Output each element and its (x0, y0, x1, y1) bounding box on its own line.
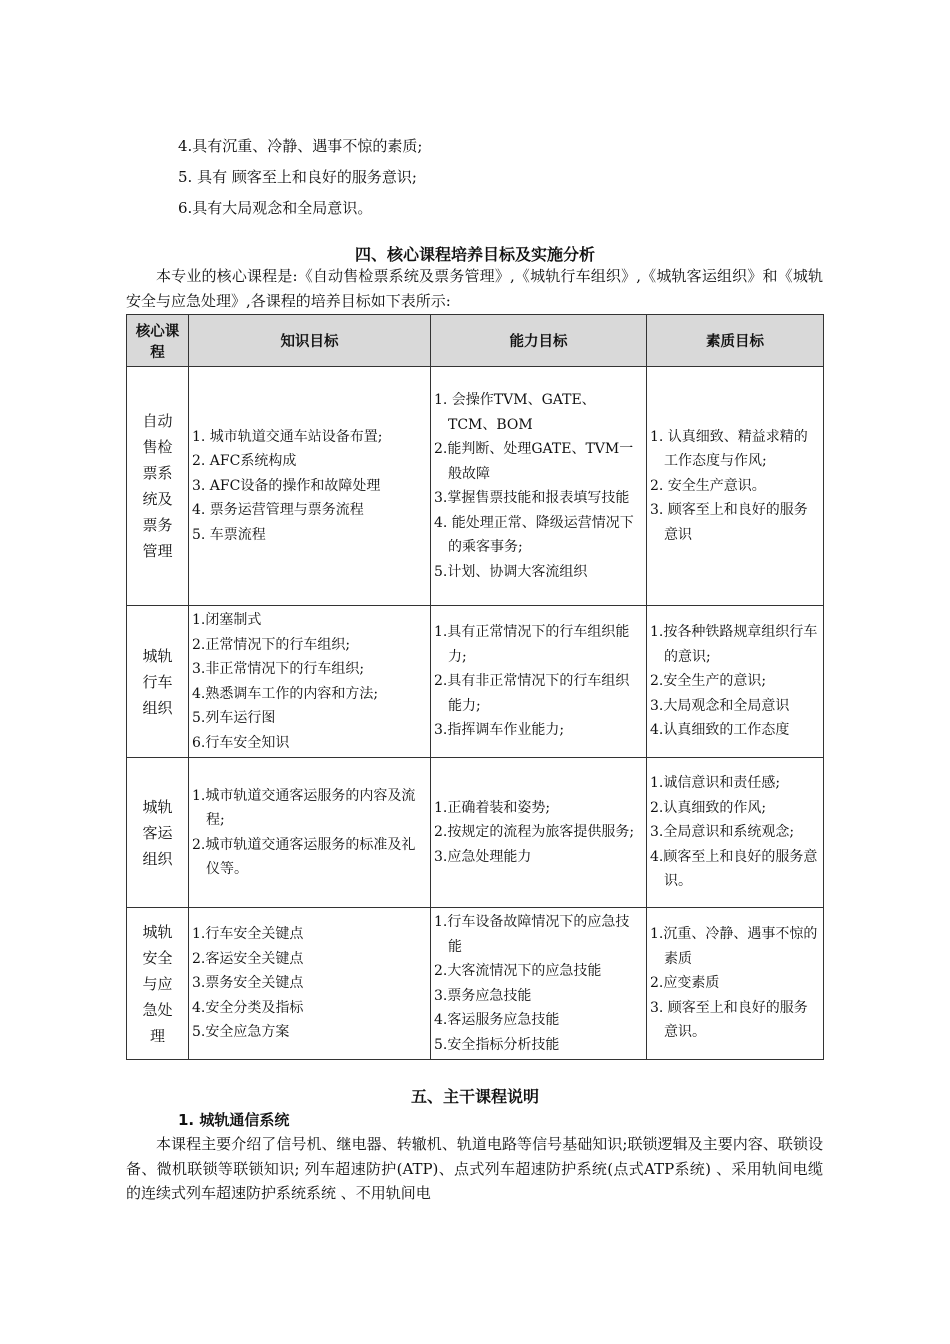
table-row (127, 606, 824, 758)
quality-goals (647, 367, 824, 606)
ability-item: 1. 会操作TVM、GATE、TCM、BOM (434, 392, 596, 433)
knowledge-goals (189, 758, 431, 908)
section-5-paragraph: 本课程主要介绍了信号机、继电器、转辙机、轨道电路等信号基础知识;联锁逻辑及主要内容、联锁设备、微机联锁等联锁知识; 列车超速防护(ATP)、点式列车超速防护系统(点式ATP系统) 、采用轨间电缆的连续式列车超速防护系统系统 、不用轨间电 (126, 1135, 823, 1202)
ability-item: 3.应急处理能力 (434, 848, 532, 865)
quality-item: 2. 安全生产意识。 (650, 477, 766, 494)
quality-item: 2.安全生产的意识; (650, 673, 767, 690)
knowledge-goals (189, 908, 431, 1060)
quality-item: 1.沉重、冷静、遇事不惊的素质 (650, 926, 818, 967)
section-4-title: 四、核心课程培养目标及实施分析 (354, 245, 595, 264)
quality-item: 3.大局观念和全局意识 (650, 697, 790, 714)
ability-item: 1.具有正常情况下的行车组织能力; (434, 624, 630, 665)
course-name: 城轨客运组织 (127, 758, 189, 908)
knowledge-item: 1. 城市轨道交通车站设备布置; (192, 428, 383, 445)
quality-item: 4.认真细致的工作态度 (650, 722, 790, 739)
knowledge-item: 4.熟悉调车工作的内容和方法; (192, 685, 379, 702)
quality-item: 3.全局意识和系统观念; (650, 824, 795, 841)
intro-item-5: 5. 具有 顾客至上和良好的服务意识; (178, 168, 417, 186)
ability-item: 2.具有非正常情况下的行车组织能力; (434, 673, 630, 714)
quality-goals (647, 758, 824, 908)
ability-item: 2.能判断、处理GATE、TVM一般故障 (434, 441, 634, 482)
ability-item: 5.安全指标分析技能 (434, 1036, 560, 1053)
section-5-title: 五、主干课程说明 (410, 1087, 539, 1106)
course-name: 城轨安全与应急处理 (127, 908, 189, 1060)
knowledge-item: 4.安全分类及指标 (192, 999, 304, 1016)
knowledge-item: 5.安全应急方案 (192, 1024, 290, 1041)
table-row (127, 367, 824, 606)
ability-item: 5.计划、协调大客流组织 (434, 563, 588, 580)
ability-goals (431, 367, 647, 606)
quality-item: 2.认真细致的作风; (650, 799, 767, 816)
quality-item: 3. 顾客至上和良好的服务意识 (650, 502, 808, 543)
ability-item: 3.指挥调车作业能力; (434, 722, 565, 739)
quality-item: 2.应变素质 (650, 975, 720, 992)
knowledge-item: 6.行车安全知识 (192, 734, 290, 751)
knowledge-item: 1.城市轨道交通客运服务的内容及流程; (192, 787, 416, 828)
ability-item: 3.票务应急技能 (434, 987, 532, 1004)
section-4-paragraph: 本专业的核心课程是:《自动售检票系统及票务管理》,《城轨行车组织》,《城轨客运组织》和《城轨安全与应急处理》,各课程的培养目标如下表所示: (126, 267, 823, 310)
knowledge-goals (189, 367, 431, 606)
quality-item: 1. 认真细致、精益求精的工作态度与作风; (650, 428, 808, 470)
ability-goals (431, 908, 647, 1060)
knowledge-goals (189, 606, 431, 758)
ability-item: 4.客运服务应急技能 (434, 1012, 560, 1028)
header-quality: 素质目标 (647, 315, 824, 367)
ability-item: 2.大客流情况下的应急技能 (434, 963, 602, 979)
knowledge-item: 1.行车安全关键点 (192, 926, 304, 943)
ability-item: 3.掌握售票技能和报表填写技能 (434, 490, 630, 506)
header-ability: 能力目标 (431, 315, 647, 367)
section-5-subtitle: 1. 城轨通信系统 (178, 1111, 290, 1129)
ability-item: 2.按规定的流程为旅客提供服务; (434, 824, 635, 841)
table-header-row (127, 315, 824, 367)
header-course: 核心课程 (127, 315, 189, 367)
knowledge-item: 3.票务安全关键点 (192, 975, 304, 992)
knowledge-item: 2. AFC系统构成 (192, 453, 297, 470)
knowledge-item: 3.非正常情况下的行车组织; (192, 661, 365, 677)
knowledge-item: 2.城市轨道交通客运服务的标准及礼仪等。 (192, 836, 416, 877)
header-knowledge: 知识目标 (189, 315, 431, 367)
quality-goals (647, 606, 824, 758)
knowledge-item: 2.客运安全关键点 (192, 950, 304, 967)
knowledge-item: 1.闭塞制式 (192, 612, 262, 628)
quality-item: 1.诚信意识和责任感; (650, 775, 781, 792)
ability-item: 1.行车设备故障情况下的应急技能 (434, 914, 630, 955)
quality-item: 3. 顾客至上和良好的服务意识。 (650, 999, 808, 1041)
ability-goals (431, 758, 647, 908)
knowledge-item: 5. 车票流程 (192, 526, 266, 543)
core-course-goals-table (126, 314, 824, 1060)
knowledge-item: 2.正常情况下的行车组织; (192, 636, 351, 653)
ability-item: 4. 能处理正常、降级运营情况下的乘客事务; (434, 514, 634, 555)
course-name: 城轨行车组织 (127, 606, 189, 758)
quality-goals (647, 908, 824, 1060)
intro-item-4: 4.具有沉重、冷静、遇事不惊的素质; (178, 137, 423, 155)
table-row (127, 908, 824, 1060)
knowledge-item: 3. AFC设备的操作和故障处理 (192, 477, 381, 494)
course-name: 自动售检票系统及票务管理 (127, 367, 189, 606)
quality-item: 4.顾客至上和良好的服务意识。 (650, 848, 818, 890)
intro-item-6: 6.具有大局观念和全局意识。 (178, 199, 373, 217)
ability-item: 1.正确着装和姿势; (434, 799, 551, 816)
table-row (127, 758, 824, 908)
quality-item: 1.按各种铁路规章组织行车的意识; (650, 624, 818, 665)
knowledge-item: 5.列车运行图 (192, 710, 276, 726)
ability-goals (431, 606, 647, 758)
knowledge-item: 4. 票务运营管理与票务流程 (192, 502, 364, 519)
